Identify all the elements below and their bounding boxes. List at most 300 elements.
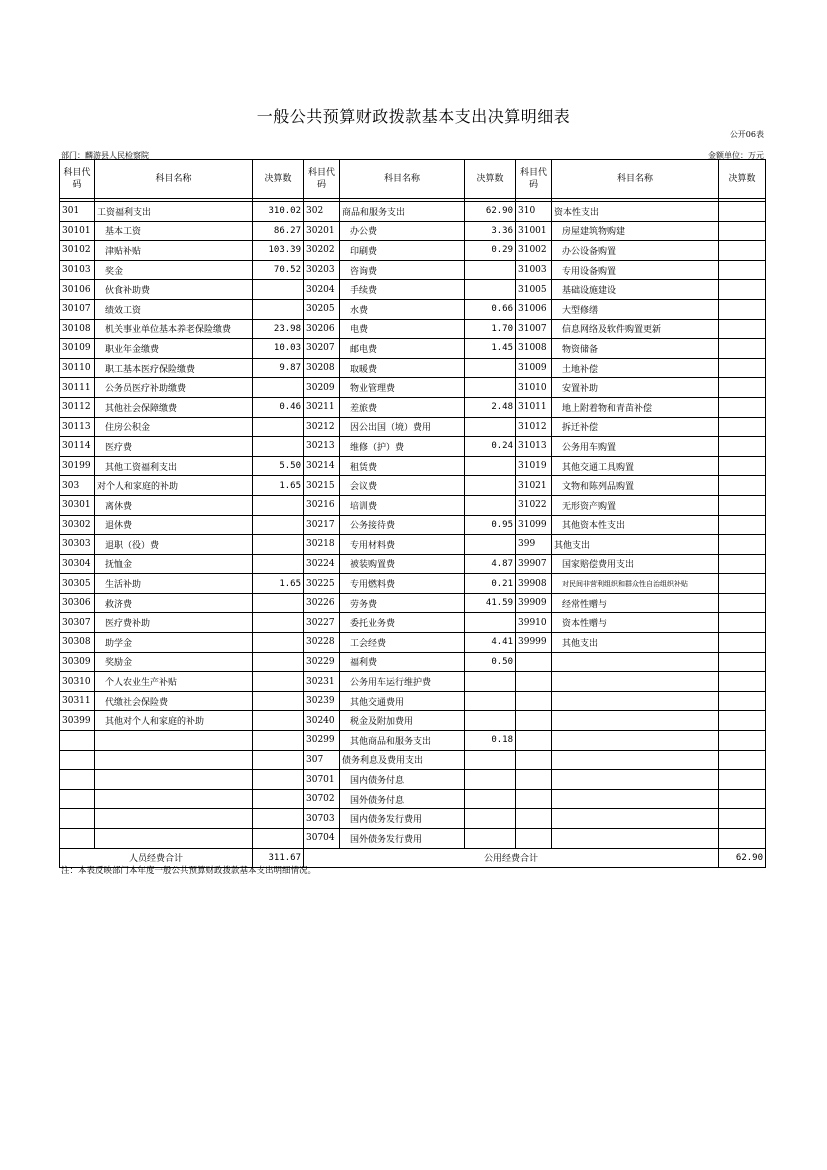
subject-code-cell: 30311 <box>60 691 95 711</box>
amount-cell <box>253 613 304 633</box>
subject-name-cell: 国内债务付息 <box>340 770 465 790</box>
subject-name-cell: 退休费 <box>95 515 253 535</box>
amount-cell <box>719 750 766 770</box>
subject-name-cell: 专用设备购置 <box>552 260 719 280</box>
subject-code-cell: 30226 <box>304 593 340 613</box>
subject-name-cell: 国外债务付息 <box>340 789 465 809</box>
subject-name-cell: 物业管理费 <box>340 378 465 398</box>
subject-name-cell <box>95 731 253 751</box>
amount-cell <box>465 260 516 280</box>
table-row <box>60 593 766 613</box>
subject-name-cell: 其他支出 <box>552 535 719 555</box>
subject-code-cell: 30309 <box>60 652 95 672</box>
subject-name-cell: 手续费 <box>340 280 465 300</box>
amount-cell: 86.27 <box>253 221 304 241</box>
subject-name-cell: 机关事业单位基本养老保险缴费 <box>95 319 253 339</box>
amount-cell: 1.70 <box>465 319 516 339</box>
amount-cell <box>719 613 766 633</box>
subject-name-cell: 安置补助 <box>552 378 719 398</box>
subject-name-cell: 津贴补贴 <box>95 241 253 261</box>
subject-code-cell <box>60 731 95 751</box>
subject-code-cell: 31021 <box>516 476 552 496</box>
subject-code-cell: 307 <box>304 750 340 770</box>
amount-cell <box>719 652 766 672</box>
amount-cell: 23.98 <box>253 319 304 339</box>
subject-code-cell: 30306 <box>60 593 95 613</box>
subject-code-cell: 30217 <box>304 515 340 535</box>
amount-cell: 9.87 <box>253 358 304 378</box>
subject-code-cell: 30101 <box>60 221 95 241</box>
subject-code-cell: 30399 <box>60 711 95 731</box>
subject-code-cell: 31006 <box>516 299 552 319</box>
subject-name-cell: 其他对个人和家庭的补助 <box>95 711 253 731</box>
subject-code-cell <box>516 652 552 672</box>
amount-cell <box>465 789 516 809</box>
subject-name-cell: 公务员医疗补助缴费 <box>95 378 253 398</box>
public-total-label: 公用经费合计 <box>304 848 719 867</box>
subject-name-cell: 其他商品和服务支出 <box>340 731 465 751</box>
amount-cell: 1.65 <box>253 574 304 594</box>
header-amount-1: 决算数 <box>253 160 304 199</box>
subject-code-cell: 30102 <box>60 241 95 261</box>
amount-cell <box>465 672 516 692</box>
subject-code-cell: 30702 <box>304 789 340 809</box>
subject-code-cell: 30299 <box>304 731 340 751</box>
subject-code-cell: 39910 <box>516 613 552 633</box>
subject-code-cell <box>516 789 552 809</box>
subject-code-cell: 399 <box>516 535 552 555</box>
amount-unit-label: 金额单位：万元 <box>708 151 764 160</box>
subject-name-cell: 工会经费 <box>340 633 465 653</box>
subject-name-cell: 国家赔偿费用支出 <box>552 554 719 574</box>
subject-code-cell: 30114 <box>60 437 95 457</box>
amount-cell <box>719 241 766 261</box>
subject-name-cell: 对民间非营利组织和群众性自治组织补贴 <box>552 574 719 594</box>
table-row <box>60 339 766 359</box>
header-name-3: 科目名称 <box>552 160 719 199</box>
subject-code-cell: 30111 <box>60 378 95 398</box>
expenditure-detail-table <box>59 159 766 868</box>
table-row <box>60 652 766 672</box>
subject-name-cell: 咨询费 <box>340 260 465 280</box>
amount-cell <box>719 593 766 613</box>
table-row <box>60 829 766 849</box>
subject-name-cell <box>552 731 719 751</box>
subject-code-cell: 30109 <box>60 339 95 359</box>
page-title: 一般公共预算财政拨款基本支出决算明细表 <box>256 107 571 126</box>
subject-name-cell: 房屋建筑物购建 <box>552 221 719 241</box>
subject-name-cell <box>95 809 253 829</box>
subject-code-cell: 31012 <box>516 417 552 437</box>
subject-name-cell: 信息网络及软件购置更新 <box>552 319 719 339</box>
subject-code-cell: 31022 <box>516 495 552 515</box>
subject-code-cell: 30225 <box>304 574 340 594</box>
amount-cell <box>253 417 304 437</box>
amount-cell: 4.41 <box>465 633 516 653</box>
table-row <box>60 711 766 731</box>
subject-code-cell: 301 <box>60 202 95 222</box>
table-row <box>60 221 766 241</box>
subject-name-cell: 差旅费 <box>340 397 465 417</box>
subject-name-cell: 其他交通工具购置 <box>552 456 719 476</box>
table-row <box>60 672 766 692</box>
subject-code-cell <box>516 731 552 751</box>
amount-cell <box>465 750 516 770</box>
subject-code-cell <box>516 691 552 711</box>
subject-code-cell: 31001 <box>516 221 552 241</box>
subject-code-cell: 30113 <box>60 417 95 437</box>
subject-name-cell: 物资储备 <box>552 339 719 359</box>
subject-name-cell <box>95 829 253 849</box>
subject-name-cell: 抚恤金 <box>95 554 253 574</box>
subject-name-cell: 国外债务发行费用 <box>340 829 465 849</box>
subject-code-cell: 30704 <box>304 829 340 849</box>
subject-name-cell: 基础设施建设 <box>552 280 719 300</box>
amount-cell <box>719 574 766 594</box>
subject-code-cell: 30301 <box>60 495 95 515</box>
subject-name-cell: 资本性赠与 <box>552 613 719 633</box>
amount-cell <box>719 829 766 849</box>
table-row <box>60 437 766 457</box>
amount-cell <box>719 339 766 359</box>
amount-cell <box>465 770 516 790</box>
subject-code-cell <box>516 672 552 692</box>
table-row <box>60 535 766 555</box>
subject-code-cell: 30206 <box>304 319 340 339</box>
amount-cell <box>253 652 304 672</box>
personnel-total-label: 人员经费合计 <box>60 848 253 867</box>
amount-cell <box>719 202 766 222</box>
amount-cell <box>719 554 766 574</box>
amount-cell <box>253 672 304 692</box>
subject-code-cell: 30239 <box>304 691 340 711</box>
subject-name-cell: 医疗费补助 <box>95 613 253 633</box>
subject-name-cell: 个人农业生产补贴 <box>95 672 253 692</box>
table-row <box>60 495 766 515</box>
subject-name-cell: 住房公积金 <box>95 417 253 437</box>
subject-name-cell: 福利费 <box>340 652 465 672</box>
subject-code-cell: 30218 <box>304 535 340 555</box>
subject-name-cell: 无形资产购置 <box>552 495 719 515</box>
subject-name-cell: 专用材料费 <box>340 535 465 555</box>
subject-code-cell <box>516 711 552 731</box>
subject-name-cell: 其他工资福利支出 <box>95 456 253 476</box>
subject-name-cell: 印刷费 <box>340 241 465 261</box>
subject-code-cell: 30231 <box>304 672 340 692</box>
subject-name-cell: 对个人和家庭的补助 <box>95 476 253 496</box>
amount-cell <box>465 613 516 633</box>
subject-code-cell: 30201 <box>304 221 340 241</box>
table-row <box>60 241 766 261</box>
subject-code-cell <box>516 750 552 770</box>
subject-code-cell: 30205 <box>304 299 340 319</box>
subject-code-cell: 31008 <box>516 339 552 359</box>
subject-code-cell: 30229 <box>304 652 340 672</box>
amount-cell: 0.50 <box>465 652 516 672</box>
subject-name-cell <box>95 789 253 809</box>
subject-code-cell: 30701 <box>304 770 340 790</box>
table-row <box>60 789 766 809</box>
subject-code-cell: 30208 <box>304 358 340 378</box>
subject-name-cell: 医疗费 <box>95 437 253 457</box>
table-row <box>60 299 766 319</box>
amount-cell <box>719 711 766 731</box>
amount-cell <box>719 672 766 692</box>
amount-cell: 10.03 <box>253 339 304 359</box>
subject-name-cell: 公务用车运行维护费 <box>340 672 465 692</box>
subject-name-cell: 劳务费 <box>340 593 465 613</box>
amount-cell <box>253 378 304 398</box>
table-header-row <box>60 160 766 199</box>
subject-name-cell: 生活补助 <box>95 574 253 594</box>
amount-cell: 41.59 <box>465 593 516 613</box>
subject-name-cell: 退职（役）费 <box>95 535 253 555</box>
amount-cell: 62.90 <box>465 202 516 222</box>
subject-name-cell: 办公费 <box>340 221 465 241</box>
subject-name-cell: 文物和陈列品购置 <box>552 476 719 496</box>
amount-cell <box>253 554 304 574</box>
table-row <box>60 554 766 574</box>
subject-name-cell: 职业年金缴费 <box>95 339 253 359</box>
subject-code-cell: 30216 <box>304 495 340 515</box>
subject-name-cell: 大型修缮 <box>552 299 719 319</box>
amount-cell <box>253 770 304 790</box>
subject-code-cell: 30108 <box>60 319 95 339</box>
amount-cell <box>253 750 304 770</box>
table-row <box>60 731 766 751</box>
subject-code-cell: 30106 <box>60 280 95 300</box>
amount-cell <box>465 711 516 731</box>
subject-name-cell: 其他交通费用 <box>340 691 465 711</box>
subject-name-cell: 离休费 <box>95 495 253 515</box>
subject-name-cell: 地上附着物和青苗补偿 <box>552 397 719 417</box>
subject-name-cell <box>552 770 719 790</box>
amount-cell <box>253 299 304 319</box>
amount-cell <box>719 221 766 241</box>
subject-code-cell <box>60 809 95 829</box>
subject-code-cell <box>60 789 95 809</box>
subject-code-cell: 39909 <box>516 593 552 613</box>
amount-cell <box>465 495 516 515</box>
amount-cell: 310.02 <box>253 202 304 222</box>
subject-code-cell: 30103 <box>60 260 95 280</box>
subject-name-cell: 邮电费 <box>340 339 465 359</box>
subject-code-cell: 30199 <box>60 456 95 476</box>
subject-name-cell: 工资福利支出 <box>95 202 253 222</box>
subject-code-cell: 30228 <box>304 633 340 653</box>
table-body <box>60 202 766 849</box>
amount-cell <box>253 789 304 809</box>
header-name-1: 科目名称 <box>95 160 253 199</box>
subject-code-cell: 30224 <box>304 554 340 574</box>
subject-code-cell: 31010 <box>516 378 552 398</box>
table-row <box>60 770 766 790</box>
subject-name-cell: 会议费 <box>340 476 465 496</box>
subject-code-cell: 30211 <box>304 397 340 417</box>
subject-name-cell <box>552 652 719 672</box>
header-code-2: 科目代码 <box>304 160 340 199</box>
amount-cell <box>719 397 766 417</box>
amount-cell: 1.45 <box>465 339 516 359</box>
subject-code-cell <box>60 770 95 790</box>
subject-code-cell: 31099 <box>516 515 552 535</box>
table-row <box>60 633 766 653</box>
amount-cell <box>719 789 766 809</box>
subject-code-cell: 39907 <box>516 554 552 574</box>
subject-name-cell: 租赁费 <box>340 456 465 476</box>
amount-cell <box>465 829 516 849</box>
subject-name-cell <box>552 691 719 711</box>
subject-name-cell: 水费 <box>340 299 465 319</box>
subject-code-cell: 30307 <box>60 613 95 633</box>
subject-name-cell: 公务接待费 <box>340 515 465 535</box>
subject-name-cell: 基本工资 <box>95 221 253 241</box>
table-row <box>60 397 766 417</box>
amount-cell <box>719 633 766 653</box>
amount-cell <box>253 535 304 555</box>
subject-name-cell <box>552 809 719 829</box>
subject-code-cell: 31007 <box>516 319 552 339</box>
subject-code-cell: 31003 <box>516 260 552 280</box>
table-row <box>60 515 766 535</box>
subject-code-cell <box>516 770 552 790</box>
subject-name-cell: 债务利息及费用支出 <box>340 750 465 770</box>
subject-code-cell: 30204 <box>304 280 340 300</box>
subject-name-cell: 伙食补助费 <box>95 280 253 300</box>
amount-cell: 0.46 <box>253 397 304 417</box>
subject-code-cell: 30207 <box>304 339 340 359</box>
amount-cell <box>253 593 304 613</box>
subject-code-cell: 310 <box>516 202 552 222</box>
subject-code-cell: 31011 <box>516 397 552 417</box>
subject-name-cell: 奖金 <box>95 260 253 280</box>
amount-cell <box>719 260 766 280</box>
subject-name-cell: 其他资本性支出 <box>552 515 719 535</box>
amount-cell <box>465 691 516 711</box>
subject-code-cell: 30240 <box>304 711 340 731</box>
amount-cell <box>465 535 516 555</box>
amount-cell <box>253 809 304 829</box>
subject-name-cell: 经常性赠与 <box>552 593 719 613</box>
subject-name-cell: 奖励金 <box>95 652 253 672</box>
amount-cell <box>719 358 766 378</box>
amount-cell <box>253 515 304 535</box>
table-row <box>60 476 766 496</box>
amount-cell <box>719 731 766 751</box>
subject-name-cell <box>552 711 719 731</box>
header-code-1: 科目代码 <box>60 160 95 199</box>
subject-name-cell: 专用燃料费 <box>340 574 465 594</box>
subject-name-cell <box>552 672 719 692</box>
subject-name-cell: 税金及附加费用 <box>340 711 465 731</box>
amount-cell <box>719 476 766 496</box>
public-total-value: 62.90 <box>719 848 766 867</box>
subject-code-cell: 30215 <box>304 476 340 496</box>
amount-cell <box>719 319 766 339</box>
amount-cell <box>465 809 516 829</box>
table-row <box>60 574 766 594</box>
table-row <box>60 613 766 633</box>
header-code-3: 科目代码 <box>516 160 552 199</box>
subject-name-cell: 其他支出 <box>552 633 719 653</box>
amount-cell: 70.52 <box>253 260 304 280</box>
amount-cell: 103.39 <box>253 241 304 261</box>
amount-cell <box>465 358 516 378</box>
amount-cell <box>253 691 304 711</box>
header-amount-3: 决算数 <box>719 160 766 199</box>
amount-cell <box>719 495 766 515</box>
amount-cell <box>719 456 766 476</box>
subject-code-cell <box>516 809 552 829</box>
subject-code-cell: 31002 <box>516 241 552 261</box>
table-row <box>60 456 766 476</box>
subject-code-cell: 302 <box>304 202 340 222</box>
table-note: 注：本表反映部门本年度一般公共预算财政拨款基本支出明细情况。 <box>61 866 317 876</box>
subject-code-cell: 30212 <box>304 417 340 437</box>
subject-code-cell <box>60 750 95 770</box>
table-row <box>60 750 766 770</box>
table-row <box>60 280 766 300</box>
subject-code-cell: 30310 <box>60 672 95 692</box>
subject-name-cell: 拆迁补偿 <box>552 417 719 437</box>
form-number: 公开06表 <box>729 130 764 139</box>
table-row <box>60 202 766 222</box>
header-amount-2: 决算数 <box>465 160 516 199</box>
amount-cell <box>719 515 766 535</box>
subject-code-cell: 30213 <box>304 437 340 457</box>
amount-cell <box>719 299 766 319</box>
subject-name-cell: 其他社会保障缴费 <box>95 397 253 417</box>
amount-cell <box>253 731 304 751</box>
subject-code-cell: 39999 <box>516 633 552 653</box>
personnel-total-value: 311.67 <box>253 848 304 867</box>
amount-cell <box>465 456 516 476</box>
amount-cell: 0.24 <box>465 437 516 457</box>
subject-code-cell: 31019 <box>516 456 552 476</box>
amount-cell <box>719 691 766 711</box>
amount-cell <box>719 437 766 457</box>
subject-name-cell <box>95 770 253 790</box>
subject-name-cell: 委托业务费 <box>340 613 465 633</box>
amount-cell <box>719 809 766 829</box>
subject-name-cell: 取暖费 <box>340 358 465 378</box>
subject-code-cell: 31009 <box>516 358 552 378</box>
amount-cell: 2.48 <box>465 397 516 417</box>
amount-cell <box>253 495 304 515</box>
subject-code-cell: 30302 <box>60 515 95 535</box>
amount-cell: 1.65 <box>253 476 304 496</box>
amount-cell: 0.18 <box>465 731 516 751</box>
amount-cell <box>719 378 766 398</box>
table-row <box>60 319 766 339</box>
subject-name-cell <box>95 750 253 770</box>
subject-code-cell: 30703 <box>304 809 340 829</box>
amount-cell: 0.66 <box>465 299 516 319</box>
amount-cell: 4.87 <box>465 554 516 574</box>
subject-code-cell: 30202 <box>304 241 340 261</box>
amount-cell <box>465 280 516 300</box>
amount-cell <box>253 633 304 653</box>
table-row <box>60 378 766 398</box>
amount-cell <box>719 535 766 555</box>
subject-name-cell: 维修（护）费 <box>340 437 465 457</box>
subject-name-cell <box>552 829 719 849</box>
header-name-2: 科目名称 <box>340 160 465 199</box>
subject-code-cell: 30110 <box>60 358 95 378</box>
subject-name-cell: 因公出国（境）费用 <box>340 417 465 437</box>
subject-name-cell: 国内债务发行费用 <box>340 809 465 829</box>
table-row <box>60 691 766 711</box>
